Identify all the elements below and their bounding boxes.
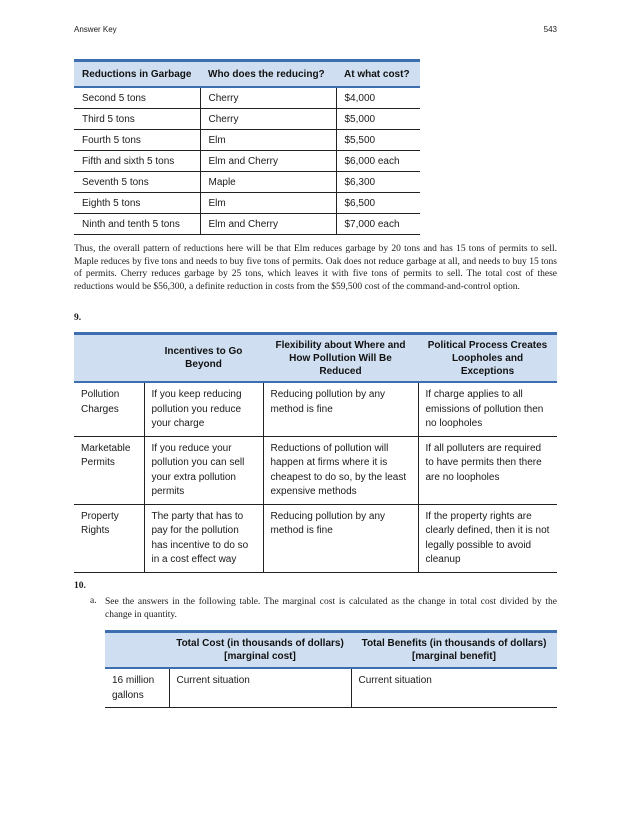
table-cell: If the property rights are clearly defined, then it is not legally possible to avoid cleanup bbox=[418, 504, 557, 572]
table-cell: If charge applies to all emissions of pollution then no loopholes bbox=[418, 382, 557, 436]
column-header: Reductions in Garbage bbox=[74, 61, 200, 88]
table-cell: Eighth 5 tons bbox=[74, 193, 200, 214]
table-cell: Elm bbox=[200, 130, 336, 151]
table-cell: Seventh 5 tons bbox=[74, 172, 200, 193]
column-header: At what cost? bbox=[336, 61, 420, 88]
question-10-number: 10. bbox=[74, 581, 86, 591]
table-row bbox=[74, 172, 420, 193]
table-row bbox=[74, 504, 557, 572]
table-cell: If you reduce your pollution you can sell your extra pollution permits bbox=[144, 436, 263, 504]
table-cell: $5,000 bbox=[336, 109, 420, 130]
garbage-reduction-table bbox=[74, 59, 420, 235]
table-cell: 16 million gallons bbox=[105, 668, 169, 708]
column-header: Political Process Creates Loopholes and Exceptions bbox=[418, 334, 557, 383]
table-header-row bbox=[74, 334, 557, 383]
table-cell: Marketable Permits bbox=[74, 436, 144, 504]
table-cell: If all polluters are required to have permits then there are no loopholes bbox=[418, 436, 557, 504]
table-cell: Elm and Cherry bbox=[200, 151, 336, 172]
table-cell: Reducing pollution by any method is fine bbox=[263, 382, 418, 436]
column-header: Total Cost (in thousands of dollars) [marginal cost] bbox=[169, 632, 351, 669]
table-cell: $4,000 bbox=[336, 87, 420, 109]
sub-question-label: a. bbox=[90, 596, 97, 606]
table-header-row bbox=[74, 61, 420, 88]
table-cell: Current situation bbox=[169, 668, 351, 708]
table-cell: If you keep reducing pollution you reduce your charge bbox=[144, 382, 263, 436]
cost-benefit-table bbox=[105, 630, 557, 708]
column-header: Flexibility about Where and How Pollution Will Be Reduced bbox=[263, 334, 418, 383]
table-row bbox=[74, 436, 557, 504]
table-row bbox=[74, 130, 420, 151]
sub-question-text: See the answers in the following table. The marginal cost is calculated as the change in total cost divided by the change in quantity. bbox=[105, 597, 557, 620]
table-cell: Pollution Charges bbox=[74, 382, 144, 436]
table-cell: Reductions of pollution will happen at firms where it is cheapest to do so, by the least expensive methods bbox=[263, 436, 418, 504]
table-row bbox=[74, 109, 420, 130]
column-header: Total Benefits (in thousands of dollars) [marginal benefit] bbox=[351, 632, 557, 669]
table-row bbox=[74, 151, 420, 172]
table-cell: Ninth and tenth 5 tons bbox=[74, 214, 200, 235]
table-cell: $6,000 each bbox=[336, 151, 420, 172]
table-cell: Elm bbox=[200, 193, 336, 214]
table-row bbox=[74, 87, 420, 109]
table-row bbox=[74, 214, 420, 235]
running-header: Answer Key bbox=[74, 25, 117, 34]
table-cell: Third 5 tons bbox=[74, 109, 200, 130]
table-cell: Cherry bbox=[200, 109, 336, 130]
column-header: Incentives to Go Beyond bbox=[144, 334, 263, 383]
policy-comparison-table bbox=[74, 332, 557, 573]
table-cell: The party that has to pay for the pollution has incentive to do so in a cost effect way bbox=[144, 504, 263, 572]
column-header bbox=[105, 632, 169, 669]
table-cell: Reducing pollution by any method is fine bbox=[263, 504, 418, 572]
table-cell: $6,300 bbox=[336, 172, 420, 193]
page-number: 543 bbox=[543, 25, 557, 34]
table-cell: Second 5 tons bbox=[74, 87, 200, 109]
table-cell: Cherry bbox=[200, 87, 336, 109]
table-cell: Fifth and sixth 5 tons bbox=[74, 151, 200, 172]
table-cell: Current situation bbox=[351, 668, 557, 708]
summary-paragraph: Thus, the overall pattern of reductions here will be that Elm reduces garbage by 20 tons and has 15 tons of permits to sell. Maple reduces by five tons and needs to buy five tons of permits. Oak does not reduce garbage at all, and needs to buy 15 tons of permits. Cherry reduces garbage by 25 tons, which leaves it with five tons of permits to sell. The total cost of these reductions would be $56,300, a definite reduction in costs from the $59,500 cost of the command-and-control option. bbox=[74, 244, 557, 292]
question-9-number: 9. bbox=[74, 313, 82, 323]
table-cell: Property Rights bbox=[74, 504, 144, 572]
table-row bbox=[74, 382, 557, 436]
table-row bbox=[74, 193, 420, 214]
column-header bbox=[74, 334, 144, 383]
table-cell: $5,500 bbox=[336, 130, 420, 151]
table-cell: Maple bbox=[200, 172, 336, 193]
table-cell: Fourth 5 tons bbox=[74, 130, 200, 151]
table-cell: Elm and Cherry bbox=[200, 214, 336, 235]
column-header: Who does the reducing? bbox=[200, 61, 336, 88]
table-cell: $6,500 bbox=[336, 193, 420, 214]
table-header-row bbox=[105, 632, 557, 669]
table-cell: $7,000 each bbox=[336, 214, 420, 235]
table-row bbox=[105, 668, 557, 708]
